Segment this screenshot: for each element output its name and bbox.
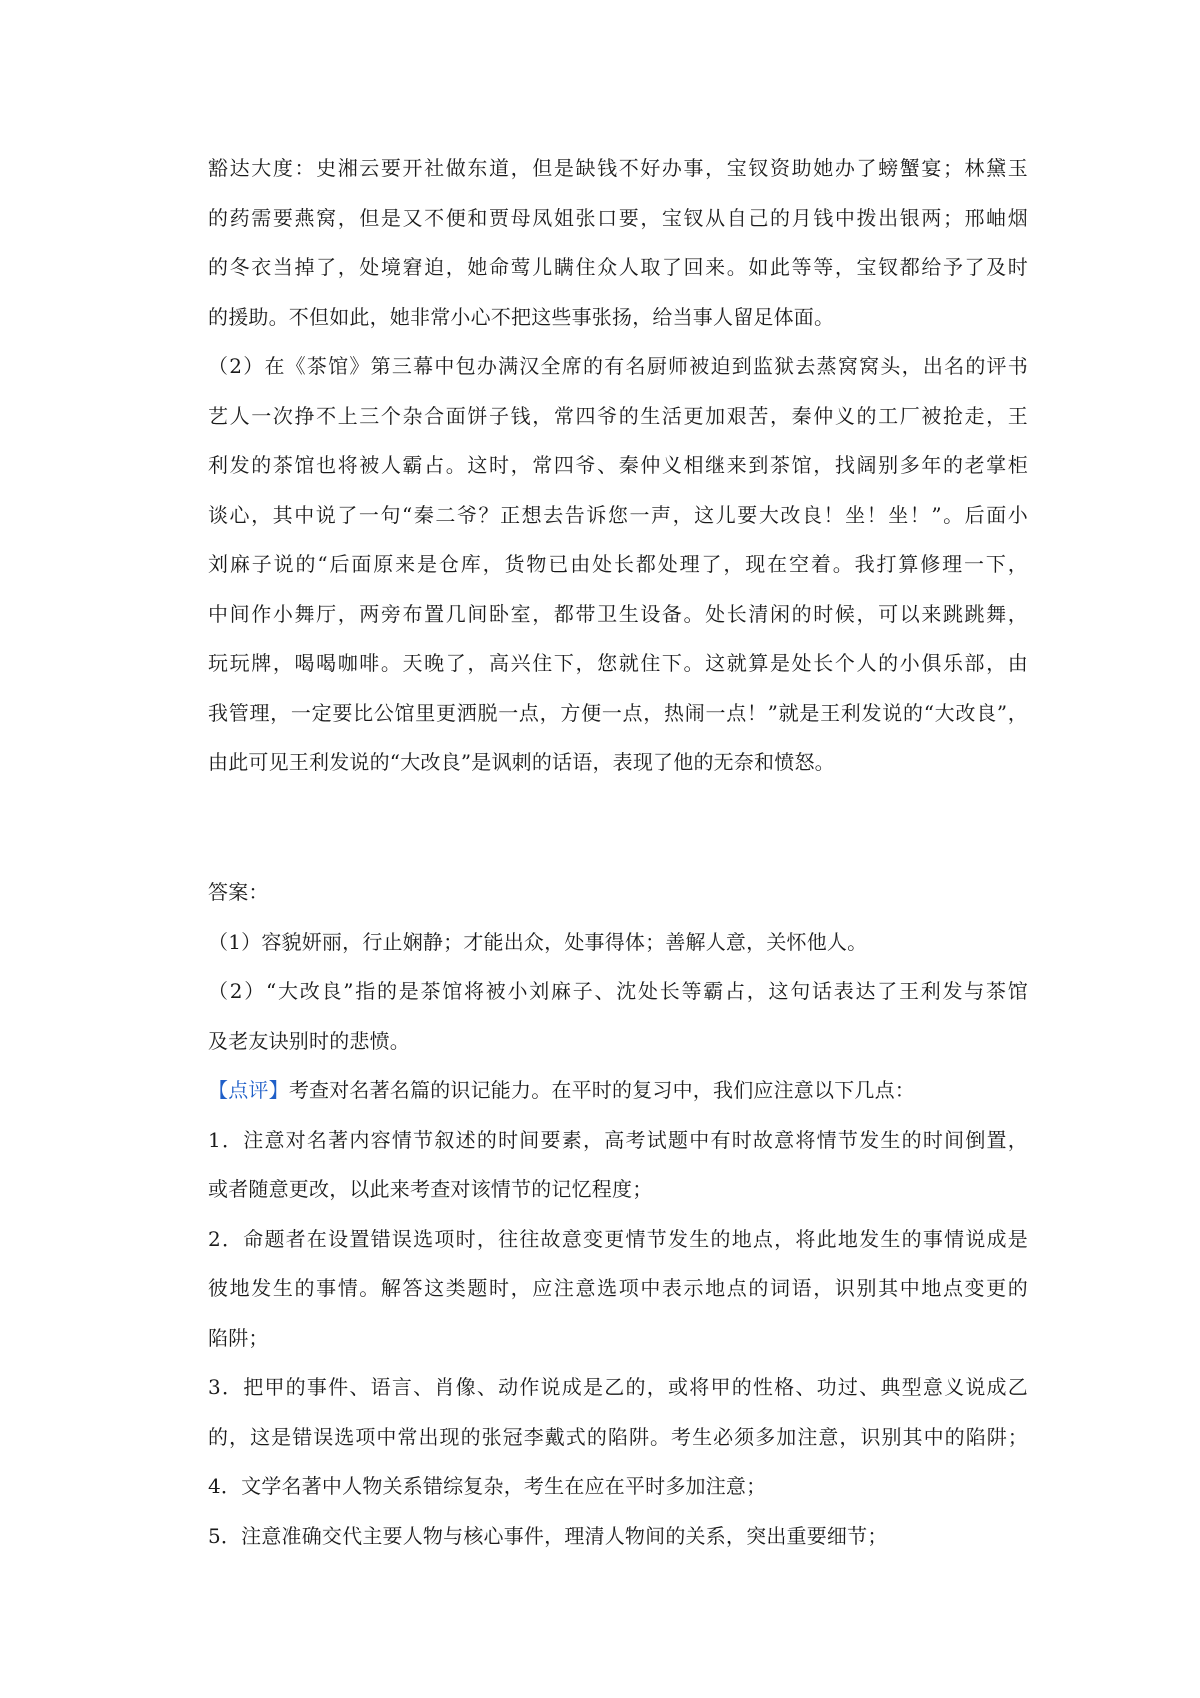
analysis-line: 玩玩牌，喝喝咖啡。天晚了，高兴住下，您就住下。这就算是处长个人的小俱乐部，由 bbox=[208, 651, 1028, 675]
comment-intro: 考查对名著名篇的识记能力。在平时的复习中，我们应注意以下几点： bbox=[288, 1078, 916, 1102]
comment-line: 2．命题者在设置错误选项时，往往故意变更情节发生的地点，将此地发生的事情说成是 bbox=[208, 1226, 1028, 1251]
answer-line: （2）“大改良”指的是茶馆将被小刘麻子、沈处长等霸占，这句话表达了王利发与茶馆 bbox=[208, 979, 1028, 1003]
analysis-line: 刘麻子说的“后面原来是仓库，货物已由处长都处理了，现在空着。我打算修理一下， bbox=[208, 552, 1028, 576]
analysis-line: （2）在《茶馆》第三幕中包办满汉全席的有名厨师被迫到监狱去蒸窝窝头，出名的评书 bbox=[208, 354, 1028, 378]
analysis-line: 由此可见王利发说的“大改良”是讽刺的话语，表现了他的无奈和愤怒。 bbox=[208, 750, 835, 774]
comment-line: 或者随意更改，以此来考查对该情节的记忆程度； bbox=[208, 1177, 653, 1201]
analysis-line: 的药需要燕窝，但是又不便和贾母凤姐张口要，宝钗从自己的月钱中拨出银两；邢岫烟 bbox=[208, 205, 1028, 230]
comment-line: 的，这是错误选项中常出现的张冠李戴式的陷阱。考生必须多加注意，识别其中的陷阱； bbox=[208, 1424, 1028, 1449]
comment-label: 【点评】 bbox=[208, 1078, 289, 1102]
analysis-line: 的援助。不但如此，她非常小心不把这些事张扬，给当事人留足体面。 bbox=[208, 304, 835, 329]
comment-line: 彼地发生的事情。解答这类题时，应注意选项中表示地点的词语，识别其中地点变更的 bbox=[208, 1276, 1028, 1300]
analysis-section bbox=[208, 144, 1028, 788]
analysis-line: 艺人一次挣不上三个杂合面饼子钱，常四爷的生活更加艰苦，秦仲义的工厂被抢走，王 bbox=[208, 403, 1028, 428]
analysis-line: 豁达大度：史湘云要开社做东道，但是缺钱不好办事，宝钗资助她办了螃蟹宴；林黛玉 bbox=[208, 156, 1028, 180]
comment-line: 陷阱； bbox=[208, 1325, 269, 1350]
analysis-line: 谈心，其中说了一句“秦二爷？正想去告诉您一声，这儿要大改良！坐！坐！”。后面小 bbox=[208, 502, 1028, 527]
analysis-line: 我管理，一定要比公馆里更洒脱一点，方便一点，热闹一点！”就是王利发说的“大改良”， bbox=[208, 700, 1028, 725]
comment-line: 3．把甲的事件、语言、肖像、动作说成是乙的，或将甲的性格、功过、典型意义说成乙 bbox=[208, 1375, 1028, 1399]
analysis-line: 的冬衣当掉了，处境窘迫，她命莺儿瞒住众人取了回来。如此等等，宝钗都给予了及时 bbox=[208, 255, 1028, 279]
comment-line: 1．注意对名著内容情节叙述的时间要素，高考试题中有时故意将情节发生的时间倒置， bbox=[208, 1127, 1028, 1152]
answer-line: （1）容貌妍丽，行止娴静；才能出众，处事得体；善解人意，关怀他人。 bbox=[208, 929, 868, 954]
comment-line: 5．注意准确交代主要人物与核心事件，理清人物间的关系，突出重要细节； bbox=[208, 1523, 888, 1548]
comment-intro-line bbox=[208, 1066, 1028, 1116]
analysis-line: 利发的茶馆也将被人霸占。这时，常四爷、秦仲义相继来到茶馆，找阔别多年的老掌柜 bbox=[208, 453, 1028, 477]
analysis-line: 中间作小舞厅，两旁布置几间卧室，都带卫生设备。处长清闲的时候，可以来跳跳舞， bbox=[208, 601, 1028, 626]
comment-line: 4．文学名著中人物关系错综复杂，考生在应在平时多加注意； bbox=[208, 1474, 767, 1498]
answer-line: 及老友诀别时的悲愤。 bbox=[208, 1028, 410, 1053]
answer-section bbox=[208, 868, 1028, 1561]
answer-heading: 答案： bbox=[208, 880, 269, 904]
